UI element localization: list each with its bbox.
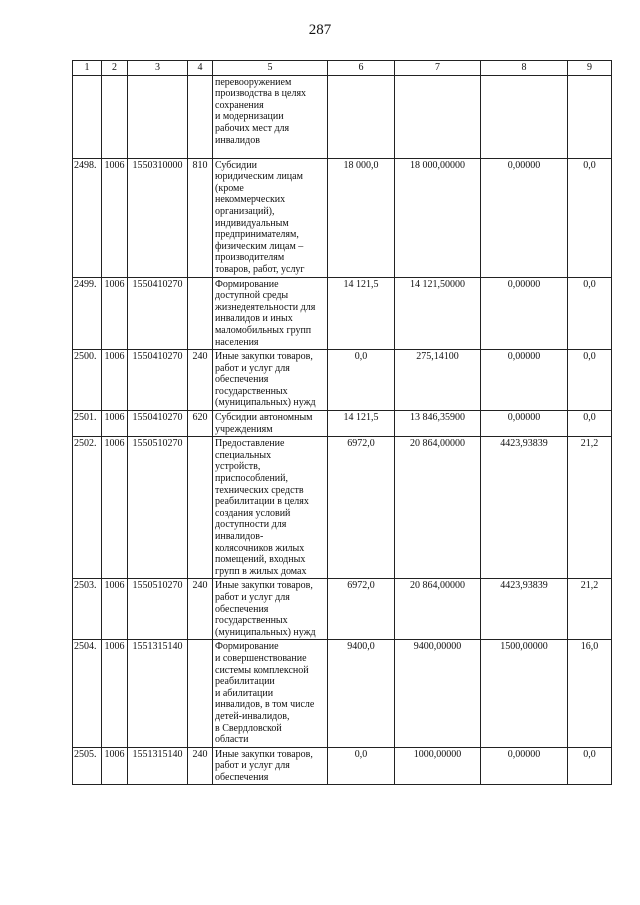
expense-kind: 810 bbox=[188, 158, 213, 277]
executed-value: 1500,00000 bbox=[481, 640, 568, 747]
expense-kind bbox=[188, 640, 213, 747]
approved-value: 1000,00000 bbox=[395, 747, 481, 785]
column-header: 4 bbox=[188, 61, 213, 76]
approved-value: 18 000,00000 bbox=[395, 158, 481, 277]
expense-kind: 240 bbox=[188, 747, 213, 785]
approved-value: 9400,00000 bbox=[395, 640, 481, 747]
section-code: 1006 bbox=[102, 579, 128, 640]
row-number: 2502. bbox=[73, 437, 102, 579]
target-code: 1550410270 bbox=[128, 411, 188, 437]
percent-value: 16,0 bbox=[568, 640, 612, 747]
table-row bbox=[73, 350, 612, 411]
target-code: 1551315140 bbox=[128, 747, 188, 785]
expense-kind: 240 bbox=[188, 350, 213, 411]
planned-value: 0,0 bbox=[328, 747, 395, 785]
expense-kind bbox=[188, 75, 213, 158]
budget-table bbox=[72, 60, 612, 785]
planned-value bbox=[328, 75, 395, 158]
page-number: 287 bbox=[308, 22, 332, 38]
header-row bbox=[73, 61, 612, 76]
target-code bbox=[128, 75, 188, 158]
planned-value: 18 000,0 bbox=[328, 158, 395, 277]
row-number: 2501. bbox=[73, 411, 102, 437]
percent-value bbox=[568, 75, 612, 158]
row-number: 2505. bbox=[73, 747, 102, 785]
table-row bbox=[73, 640, 612, 747]
column-header: 9 bbox=[568, 61, 612, 76]
item-name: Формирование доступной среды жизнедеятельности для инвалидов и иных маломобильных групп населения bbox=[213, 277, 328, 350]
percent-value: 0,0 bbox=[568, 747, 612, 785]
column-header: 6 bbox=[328, 61, 395, 76]
table-row bbox=[73, 437, 612, 579]
target-code: 1551315140 bbox=[128, 640, 188, 747]
section-code: 1006 bbox=[102, 277, 128, 350]
column-header: 5 bbox=[213, 61, 328, 76]
section-code: 1006 bbox=[102, 350, 128, 411]
percent-value: 0,0 bbox=[568, 350, 612, 411]
item-name: Формирование и совершенствование системы комплексной реабилитации и абилитации инвалидов, в том числе детей-инвалидов, в Свердловской области bbox=[213, 640, 328, 747]
target-code: 1550510270 bbox=[128, 437, 188, 579]
column-header: 8 bbox=[481, 61, 568, 76]
percent-value: 21,2 bbox=[568, 437, 612, 579]
section-code bbox=[102, 75, 128, 158]
executed-value: 0,00000 bbox=[481, 350, 568, 411]
item-name: Предоставление специальных устройств, приспособлений, технических средств реабилитации в целях создания условий доступности для инвалидов- колясочников жилых помещений, входных групп в жилых домах bbox=[213, 437, 328, 579]
planned-value: 9400,0 bbox=[328, 640, 395, 747]
executed-value: 0,00000 bbox=[481, 277, 568, 350]
row-number: 2503. bbox=[73, 579, 102, 640]
executed-value: 0,00000 bbox=[481, 158, 568, 277]
planned-value: 6972,0 bbox=[328, 579, 395, 640]
target-code: 1550310000 bbox=[128, 158, 188, 277]
executed-value: 4423,93839 bbox=[481, 579, 568, 640]
planned-value: 0,0 bbox=[328, 350, 395, 411]
item-name: Субсидии автономным учреждениям bbox=[213, 411, 328, 437]
executed-value: 0,00000 bbox=[481, 411, 568, 437]
percent-value: 21,2 bbox=[568, 579, 612, 640]
row-number bbox=[73, 75, 102, 158]
planned-value: 6972,0 bbox=[328, 437, 395, 579]
target-code: 1550510270 bbox=[128, 579, 188, 640]
executed-value bbox=[481, 75, 568, 158]
planned-value: 14 121,5 bbox=[328, 411, 395, 437]
percent-value: 0,0 bbox=[568, 158, 612, 277]
column-header: 3 bbox=[128, 61, 188, 76]
table-row bbox=[73, 158, 612, 277]
section-code: 1006 bbox=[102, 747, 128, 785]
table-row bbox=[73, 75, 612, 158]
expense-kind: 240 bbox=[188, 579, 213, 640]
table-row bbox=[73, 579, 612, 640]
executed-value: 4423,93839 bbox=[481, 437, 568, 579]
expense-kind bbox=[188, 277, 213, 350]
executed-value: 0,00000 bbox=[481, 747, 568, 785]
item-name: Субсидии юридическим лицам (кроме некоммерческих организаций), индивидуальным предпринимателям, физическим лицам – производителям товаров, работ, услуг bbox=[213, 158, 328, 277]
approved-value bbox=[395, 75, 481, 158]
target-code: 1550410270 bbox=[128, 277, 188, 350]
table-row bbox=[73, 411, 612, 437]
expense-kind bbox=[188, 437, 213, 579]
item-name: Иные закупки товаров, работ и услуг для обеспечения государственных (муниципальных) нужд bbox=[213, 350, 328, 411]
row-number: 2504. bbox=[73, 640, 102, 747]
approved-value: 275,14100 bbox=[395, 350, 481, 411]
section-code: 1006 bbox=[102, 158, 128, 277]
approved-value: 14 121,50000 bbox=[395, 277, 481, 350]
row-number: 2499. bbox=[73, 277, 102, 350]
approved-value: 13 846,35900 bbox=[395, 411, 481, 437]
approved-value: 20 864,00000 bbox=[395, 437, 481, 579]
table-row bbox=[73, 277, 612, 350]
row-number: 2500. bbox=[73, 350, 102, 411]
section-code: 1006 bbox=[102, 411, 128, 437]
section-code: 1006 bbox=[102, 437, 128, 579]
percent-value: 0,0 bbox=[568, 411, 612, 437]
approved-value: 20 864,00000 bbox=[395, 579, 481, 640]
row-number: 2498. bbox=[73, 158, 102, 277]
expense-kind: 620 bbox=[188, 411, 213, 437]
planned-value: 14 121,5 bbox=[328, 277, 395, 350]
target-code: 1550410270 bbox=[128, 350, 188, 411]
item-name: перевооружением производства в целях сохранения и модернизации рабочих мест для инвалидов bbox=[213, 75, 328, 158]
item-name: Иные закупки товаров, работ и услуг для обеспечения bbox=[213, 747, 328, 785]
item-name: Иные закупки товаров, работ и услуг для обеспечения государственных (муниципальных) нужд bbox=[213, 579, 328, 640]
percent-value: 0,0 bbox=[568, 277, 612, 350]
table-row bbox=[73, 747, 612, 785]
column-header: 7 bbox=[395, 61, 481, 76]
column-header: 1 bbox=[73, 61, 102, 76]
section-code: 1006 bbox=[102, 640, 128, 747]
column-header: 2 bbox=[102, 61, 128, 76]
